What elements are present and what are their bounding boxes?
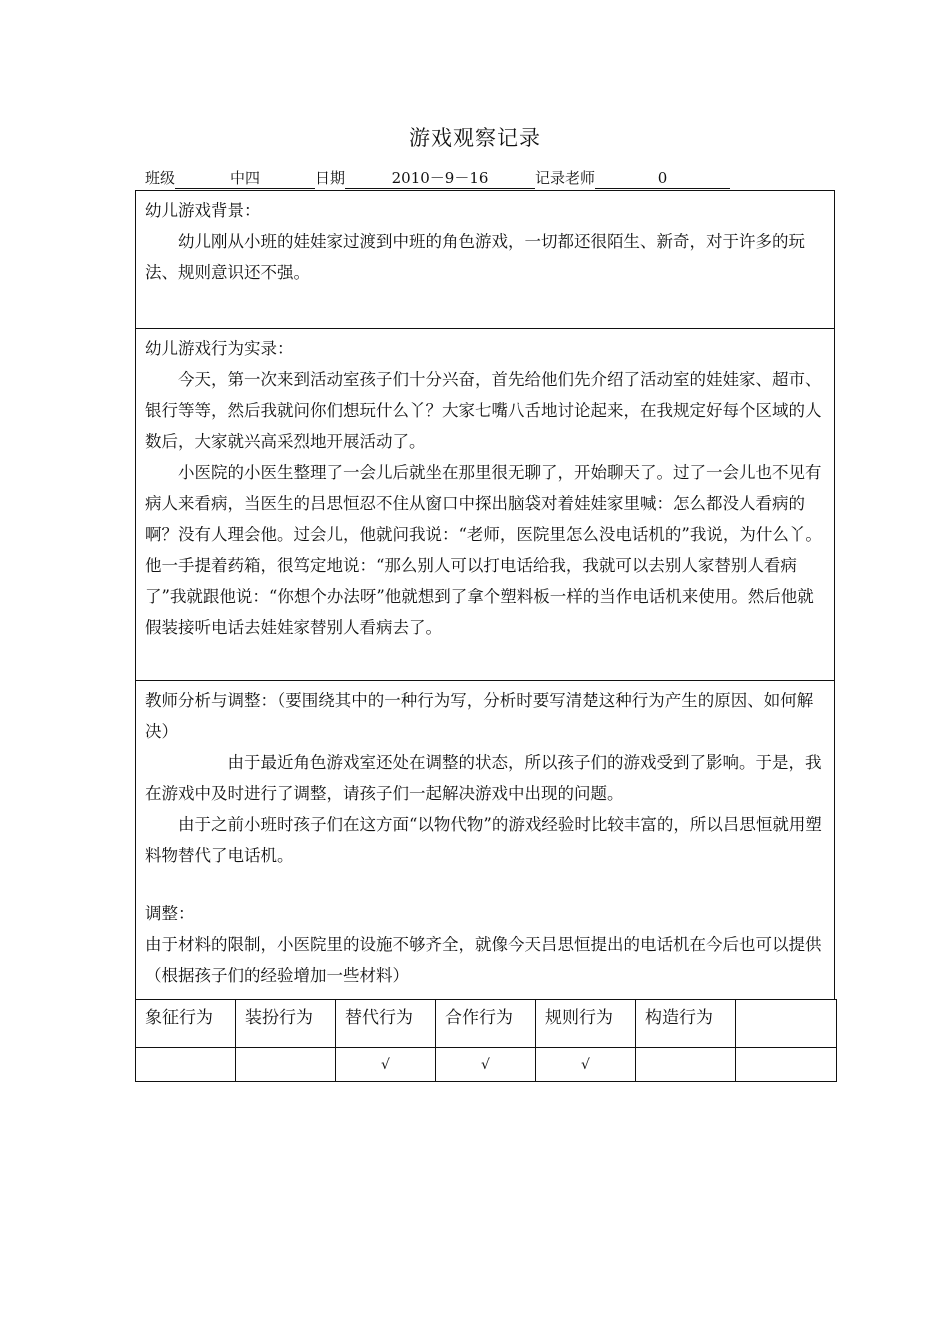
teacher-label: 记录老师 (535, 169, 596, 187)
check-cell (736, 1048, 837, 1082)
check-cell (136, 1048, 236, 1082)
analysis-section (135, 680, 835, 1000)
adjust-heading: 调整： (145, 904, 195, 923)
background-text: 幼儿刚从小班的娃娃家过渡到中班的角色游戏，一切都还很陌生、新奇，对于许多的玩法、规则意识还不强。 (145, 232, 805, 282)
date-label: 日期 (315, 169, 346, 187)
behavior-types-table (135, 999, 837, 1082)
background-section (135, 190, 835, 328)
check-cell: √ (436, 1048, 536, 1082)
class-label: 班级 (145, 169, 176, 187)
date-value: 2010－9－16 (345, 168, 535, 189)
behavior-heading: 幼儿游戏行为实录： (145, 339, 294, 358)
table-header-cell: 合作行为 (436, 1000, 536, 1048)
table-header-row (136, 1000, 837, 1048)
table-row (136, 1048, 837, 1082)
class-value: 中四 (175, 168, 315, 189)
check-cell: √ (536, 1048, 636, 1082)
table-header-cell: 规则行为 (536, 1000, 636, 1048)
table-header-cell: 构造行为 (636, 1000, 736, 1048)
page-title: 游戏观察记录 (409, 126, 541, 150)
check-cell (636, 1048, 736, 1082)
check-cell (236, 1048, 336, 1082)
analysis-paragraph: 由于之前小班时孩子们在这方面“以物代物”的游戏经验时比较丰富的，所以吕思恒就用塑料物替代了电话机。 (145, 815, 822, 865)
background-heading: 幼儿游戏背景： (145, 201, 261, 220)
teacher-value: 0 (595, 168, 730, 189)
behavior-paragraph: 小医院的小医生整理了一会儿后就坐在那里很无聊了，开始聊天了。过了一会儿也不见有病人来看病，当医生的吕思恒忍不住从窗口中探出脑袋对着娃娃家里喊：怎么都没人看病的啊？没有人理会他。过会儿，他就问我说：“老师，医院里怎么没电话机的”我说，为什么丫。他一手提着药箱，很笃定地说：“那么别人可以打电话给我，我就可以去别人家替别人看病了”我就跟他说：“你想个办法呀”他就想到了拿个塑料板一样的当作电话机来使用。然后他就假装接听电话去娃娃家替别人看病去了。 (145, 463, 822, 637)
table-header-cell: 装扮行为 (236, 1000, 336, 1048)
behavior-paragraph: 今天，第一次来到活动室孩子们十分兴奋，首先给他们先介绍了活动室的娃娃家、超市、银行等等，然后我就问你们想玩什么丫？大家七嘴八舌地讨论起来，在我规定好每个区域的人数后，大家就兴高采烈地开展活动了。 (145, 370, 822, 451)
analysis-paragraph: 由于最近角色游戏室还处在调整的状态，所以孩子们的游戏受到了影响。于是，我在游戏中及时进行了调整，请孩子们一起解决游戏中出现的问题。 (145, 753, 822, 803)
record-header (145, 168, 845, 189)
table-header-cell: 象征行为 (136, 1000, 236, 1048)
table-header-cell (736, 1000, 837, 1048)
table-header-cell: 替代行为 (336, 1000, 436, 1048)
behavior-section (135, 328, 835, 680)
check-cell: √ (336, 1048, 436, 1082)
analysis-heading: 教师分析与调整：（要围绕其中的一种行为写，分析时要写清楚这种行为产生的原因、如何解决） (145, 691, 814, 741)
adjust-text: 由于材料的限制，小医院里的设施不够齐全，就像今天吕思恒提出的电话机在今后也可以提供（根据孩子们的经验增加一些材料） (145, 935, 822, 985)
